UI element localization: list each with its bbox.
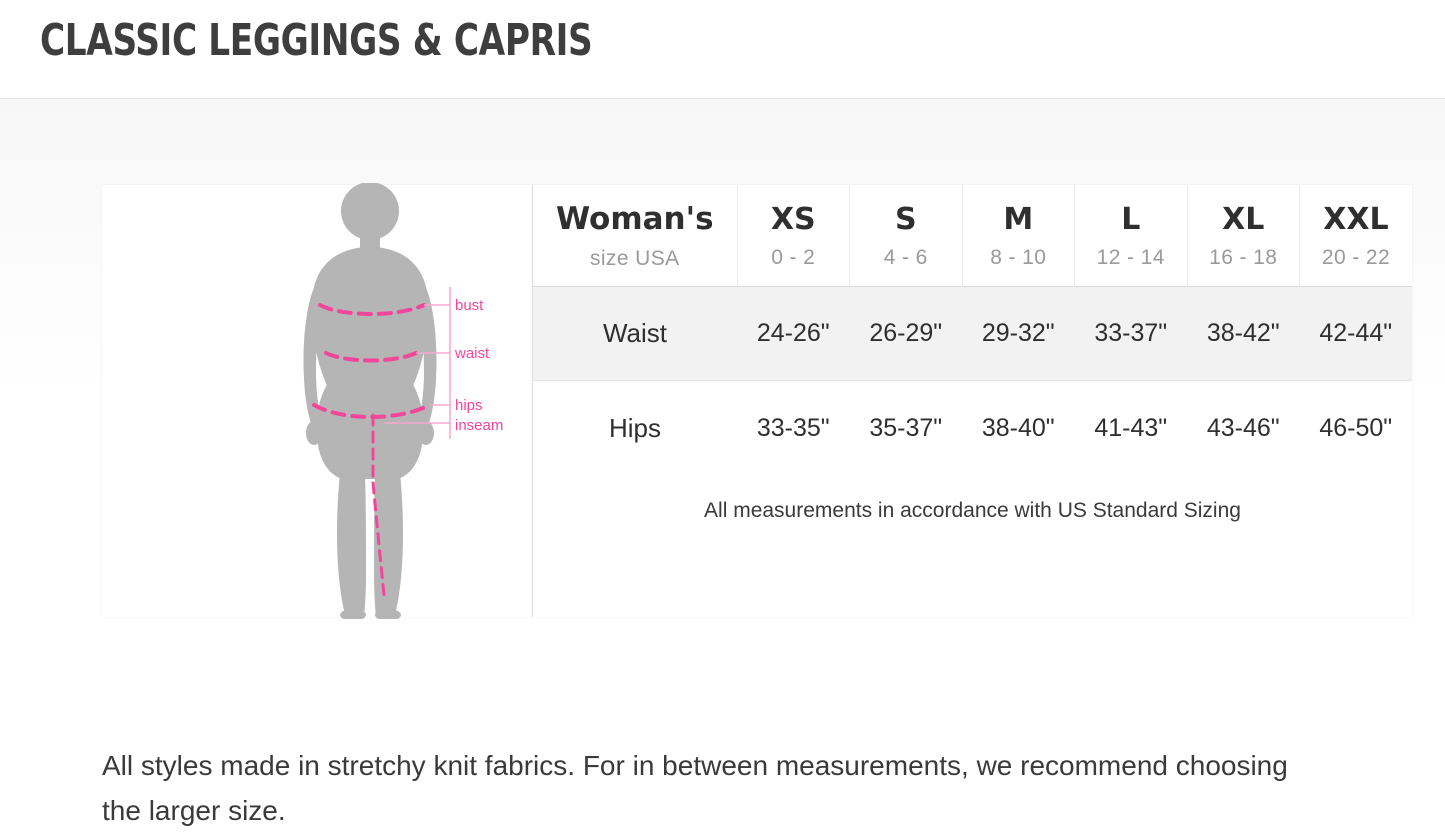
fabric-note: All styles made in stretchy knit fabrics. For in between measurements, we recommend choosing the larger size. — [102, 750, 1288, 826]
header-sub-0: size USA — [589, 246, 680, 270]
header-cell-l — [1075, 185, 1188, 287]
header-main-2: S — [894, 201, 917, 237]
size-chart-card — [102, 185, 1412, 617]
annotation-hips: hips — [455, 397, 483, 414]
header-main-1: XS — [770, 201, 816, 237]
cell-waist-m: 29-32" — [962, 287, 1075, 381]
size-chart-section — [0, 99, 1445, 826]
header-cell-xxl — [1300, 185, 1413, 287]
row-label-hips: Hips — [608, 412, 661, 443]
page-header — [0, 0, 1445, 98]
header-sub-3: 8 - 10 — [990, 246, 1047, 270]
cell-hips-xxl: 46-50" — [1319, 413, 1393, 442]
header-main-5: XL — [1222, 201, 1265, 237]
measurement-figure-panel — [102, 185, 532, 617]
header-cell-s — [850, 185, 963, 287]
cell-hips-s: 35-37" — [869, 413, 943, 442]
annotation-waist: waist — [455, 345, 490, 362]
table-note: All measurements in accordance with US Standard Sizing — [704, 498, 1241, 522]
cell-hips-m: 38-40" — [981, 413, 1055, 442]
table-row — [533, 381, 1412, 475]
cell-waist-s: 26-29" — [850, 287, 963, 381]
table-header-row — [533, 185, 1412, 287]
page-title: CLASSIC LEGGINGS & CAPRIS — [40, 15, 593, 66]
header-sub-6: 20 - 22 — [1321, 246, 1391, 270]
cell-hips-xs: 33-35" — [756, 413, 830, 442]
size-table-head — [533, 185, 1412, 287]
cell-waist-xxl: 42-44" — [1300, 287, 1413, 381]
annotation-bust: bust — [455, 297, 484, 314]
size-table — [533, 185, 1412, 475]
annotation-inseam: inseam — [455, 417, 504, 434]
header-main-0: Woman's — [555, 201, 714, 237]
female-body-diagram-icon — [202, 183, 532, 619]
cell-hips-xl: 43-46" — [1206, 413, 1280, 442]
size-table-body — [533, 287, 1412, 475]
header-sub-4: 12 - 14 — [1096, 246, 1165, 270]
cell-waist-xl: 38-42" — [1187, 287, 1300, 381]
header-sub-5: 16 - 18 — [1209, 246, 1278, 270]
header-main-3: M — [1003, 201, 1034, 237]
header-sub-2: 4 - 6 — [883, 246, 928, 270]
cell-waist-l: 33-37" — [1075, 287, 1188, 381]
header-sub-1: 0 - 2 — [771, 246, 816, 270]
header-main-6: XXL — [1323, 201, 1389, 237]
header-cell-xs — [737, 185, 850, 287]
size-table-panel — [532, 185, 1412, 617]
table-row — [533, 287, 1412, 381]
cell-hips-l: 41-43" — [1094, 413, 1168, 442]
header-cell-xl — [1187, 185, 1300, 287]
cell-waist-xs: 24-26" — [737, 287, 850, 381]
header-cell-m — [962, 185, 1075, 287]
header-main-4: L — [1121, 201, 1141, 237]
header-cell-label — [533, 185, 737, 287]
row-label-waist: Waist — [533, 287, 737, 381]
